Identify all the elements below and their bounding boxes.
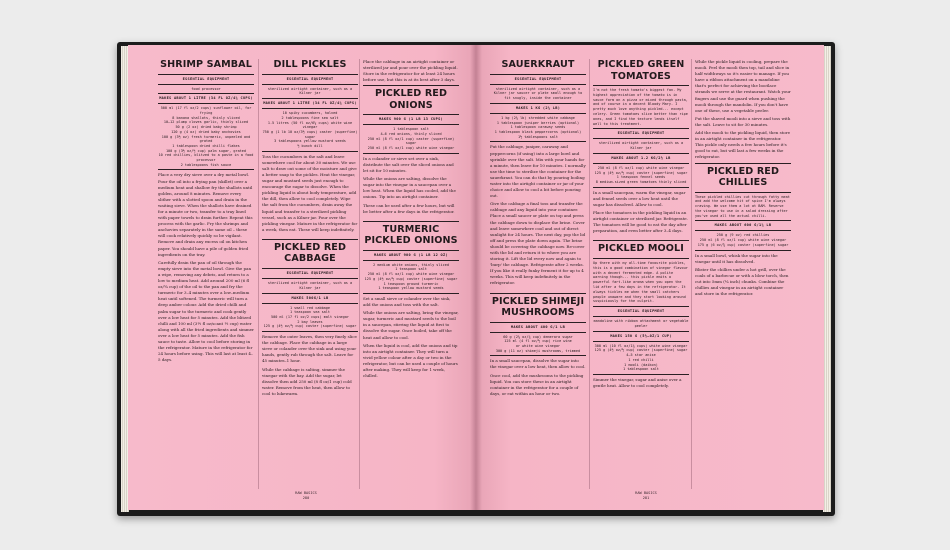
method-paragraph: Once cool, add the mushrooms to the pickling liquid. You can store these in an airtight container in the refrigerator for a couple of days, or eat within an hour or two.: [490, 372, 584, 396]
book-gutter: [470, 45, 482, 510]
method-paragraph: Put the shaved mooli into a sieve and toss with the salt. Leave to sit for 30 minutes.: [695, 115, 791, 127]
recipe-pickled-red-onions: [363, 85, 459, 214]
divider: [593, 187, 689, 188]
ingredient: 1 teaspoon ground turmeric: [383, 281, 439, 286]
method-paragraph: Set a small sieve or colander over the sink, add the onions and toss with the salt.: [363, 295, 451, 308]
recipe-intro: Up there with my all-time favourite pickles, this is a good combination of vinegar flavour with a decent fermented edge. A polite warning though... this pickle emits a powerful fart-like aroma when you open the lid after a few days in the refrigerator. It always tickles me when the small catchers people unaware and they start looking around suspiciously for the culprit.: [593, 260, 688, 304]
method-paragraph: Simmer the vinegar, sugar and anise over a gentle heat. Allow to cool completely.: [593, 376, 682, 389]
divider: [363, 85, 459, 86]
method-paragraph: Place a very dry sieve over a dry metal bowl. Pour the oil into a frying pan (skillet) over a medium heat and shallow fry the shallots until golden, around 8 minutes. Remove every slither with a slotted spoon and drain in the waiting sieve. When the shallots have drained for a minute or two, transfer to a tray lined with paper towels to drain further. Repeat this process with the garlic. Fry the shrimps and anchovies separately in the same oil – these will cook relatively quickly so be vigilant. Remove and drain any excess oil on kitchen paper. You should have a pile of golden fried ingredients on the tray.: [158, 172, 253, 257]
recipe-shrimp-sambal: [158, 59, 254, 479]
divider: [490, 322, 586, 323]
ingredient: 1.5 litres (50 fl oz/6¼ cups) white wine vinegar: [267, 120, 353, 130]
ingredient: 1 teaspoon yellow mustard seeds: [378, 286, 444, 291]
method-paragraph: In a small saucepan, dissolve the sugar into the vinegar over a low heat, then allow to cool.: [490, 358, 586, 370]
divider: [593, 374, 689, 375]
divider: [262, 98, 358, 99]
ingredient: 8 medium-sized green tomatoes thinly sliced: [595, 180, 687, 185]
yield-label: MAKES ABOUT 600 G/1¼ LB: [714, 223, 772, 228]
divider: [490, 103, 586, 104]
divider: [262, 303, 358, 304]
ingredient: ½ bunch dill: [297, 144, 323, 149]
divider: [593, 163, 689, 164]
ingredient: 500 ml (17 fl oz/2 cups) malt vinegar: [271, 314, 349, 319]
column-3: [363, 59, 459, 479]
yield-label: MAKES ABOUT 1 LITRE (34 FL OZ/4¼ CUPS): [159, 96, 253, 101]
recipe-pickled-red-cabbage: [262, 239, 358, 397]
divider: [262, 151, 358, 152]
divider: [695, 192, 791, 193]
yield-label: MAKES ABOUT 1 LITRE (34 FL OZ/4¼ CUPS): [263, 101, 357, 106]
recipe-title: PICKLED MOOLI: [598, 243, 684, 255]
ingredient: 8 banana shallots, thinly sliced: [172, 115, 240, 120]
recipe-sauerkraut: [490, 59, 586, 287]
recipe-title: PICKLED RED CABBAGE: [273, 241, 347, 265]
ingredient: 1 tablespoon dried chilli flakes: [172, 143, 240, 148]
divider: [262, 84, 358, 85]
divider: [363, 250, 459, 251]
divider: [695, 220, 791, 221]
ingredient: 2 tablespoons fine sea salt: [281, 115, 339, 120]
column-divider: [359, 59, 360, 489]
method-paragraph: Give the cabbage a final toss and transfer the cabbage and any liquid into your container. Place a small saucer or plate on top and press the cabbage down to displace the brine. Cover and leave somewhere cool and out of direct sunlight for 24 hours. The next day, pop the lid off and press the plate down again. The brine should be covering the cabbage now. Re-cover with the lid and return it to where you are storing it. Lift the lid every now and again to 'burp' the cabbage. Refrigerate after 2 weeks. If you like it really funky ferment it for up to 4 weeks. This will keep indefinitely in the refrigerator.: [490, 201, 586, 286]
recipe-pickled-red-chillies: [695, 163, 791, 298]
equipment-item: sterilized airtight container, such as a Kilner jar: [598, 141, 684, 151]
yield-label: MAKES 150 G (5½–0Z/1 CUP): [610, 333, 672, 338]
recipe-title: TURMERIC PICKLED ONIONS: [364, 223, 458, 247]
equipment-item: food processor: [191, 86, 221, 91]
divider: [363, 114, 459, 115]
equipment-item: sterilized airtight container, such as a Kilner jar: [267, 280, 353, 290]
footer-section: RAW BASICS: [295, 491, 317, 495]
ingredient: 3 tablespoons yellow mustard seeds: [274, 139, 346, 144]
footer-section: RAW BASICS: [635, 491, 657, 495]
recipe-intro: I'm not the fresh tomato's biggest fan. My highest appreciation of the tomato is in sauce form on a pizza or mixed through pasta, and of course in a decent Bloody Mary. I pretty much love anything pickled... except celery. Green tomatoes slice better than ripe ones, and I find the texture lends itself well to this treatment.: [593, 88, 688, 126]
method-paragraph: Add the mooli to the pickling liquid, then store in an airtight container in the refrigerator. This pickle only needs a few hours before it's good to eat, but will last a few weeks in the refrigerator.: [695, 130, 790, 160]
column-divider: [691, 59, 692, 489]
page-number: 280: [302, 496, 310, 500]
yield-label: MAKES 500G/1 LB: [291, 295, 329, 300]
recipe-dill-pickles: [262, 59, 358, 233]
recipe-title: PICKLED GREEN TOMATOES: [597, 59, 685, 82]
yield-label: MAKES ABOUT 1.2 KG/2½ LB: [611, 155, 671, 160]
method-paragraph: While the cabbage is salting, simmer the vinegar with the bay. Add the sugar, let dissolve then add 250 ml (8 fl oz/1 cup) cold water. Remove from the heat, then allow to cool to lukewarm.: [262, 366, 352, 396]
divider: [490, 74, 586, 75]
ingredient: 250 ml (8 fl oz/1 cup) white wine vinegar: [597, 165, 685, 170]
divider: [593, 240, 689, 241]
yield-label: MAKES ABOUT 400 G/1 LB: [510, 324, 566, 329]
divider: [363, 260, 459, 261]
equipment-item: sterilized airtight container, such as a Kilner jar saucer or plate small enough to fit snugly, inside the container: [493, 86, 583, 101]
method-paragraph: Carefully drain the pan of oil through the empty sieve into the metal bowl. Give the pan a wipe, removing any debris, and return to a low to medium heat. Add around 200 ml (6 fl oz/¾ cup) of the oil to the pan and fry the turmeric for 3–4 minutes over a low–medium heat until softened. The turmeric will turn a deep amber colour. Add the dried chilli and palm sugar to the turmeric and cook gently over a low heat for 5 minutes. Add the blitzed chilli and 100 ml (3½ fl oz/scant ½ cup) water along with all the fried ingredients and simmer over a low heat for 5 minutes. Add the fish sauce to taste. Allow to cool before storing in the refrigerator. Mature in the refrigerator for 24 hours before using. This will last at least 4–5 days.: [158, 259, 254, 363]
divider: [695, 230, 791, 231]
divider: [262, 268, 358, 269]
ingredient: 250 ml (8 fl oz/1 cup) white wine vinegar: [367, 272, 455, 277]
ingredient: 60 g (2¼ oz/¼ cup) demerara sugar: [503, 334, 573, 339]
ingredient: 250 ml (8 fl oz/1 cup) caster (superfine) sugar: [367, 136, 455, 146]
ingredient-list: [158, 106, 254, 167]
ingredient: 1 teaspoon sea salt: [289, 310, 331, 315]
ingredient: 2 tablespoons fish sauce: [180, 162, 232, 167]
column-3: [695, 59, 791, 479]
divider: [363, 293, 459, 294]
method-paragraph: While the onions are salting, dissolve the sugar into the vinegar in a saucepan over a low heat. When the liquid has cooled, add the onions. Tip into an airtight container.: [363, 176, 456, 200]
right-page: [476, 45, 824, 510]
method-paragraph: In a colander or sieve set over a sink, distribute the salt over the sliced onions and let sit for 10 minutes.: [363, 155, 454, 174]
divider: [158, 74, 254, 75]
method-paragraph: In a small saucepan, warm the vinegar, sugar and fennel seeds over a low heat until the sugar has dissolved. Allow to cool.: [593, 189, 686, 207]
method-paragraph: These can be used after a few hours, but will be better after a few days in the refrigerator.: [363, 202, 455, 214]
divider: [593, 306, 689, 307]
ingredient: 250 ml (8 fl oz/1 cup) white wine vinegar: [367, 146, 455, 151]
yield-label: MAKES ABOUT 900 G (1 LB 12 OZ): [374, 252, 448, 257]
divider: [262, 108, 358, 109]
divider: [593, 128, 689, 129]
equipment-label: ESSENTIAL EQUIPMENT: [286, 270, 334, 275]
recipe-intro: These pickled chillies cut through fatty meat and add the welcome hit of spice I'm always craving. We use them a lot at BAM. Reserve the vinegar to use in a salad dressing after you've used all the actual chilli.: [695, 194, 790, 218]
ingredient: 1 small red cabbage: [289, 305, 331, 310]
divider: [593, 153, 689, 154]
method-paragraph: Place the cabbage in an airtight container or sterilized jar and pour over the pickling liquid. Store in the refrigerator for at least 24 hours before use, but this is at its best after 3 days.: [363, 59, 458, 83]
ingredient: 120 g (4 oz) dried baby anchovies: [171, 129, 241, 134]
ingredient: 500 ml (17 fl oz/2 cups) sunflower oil, for frying: [160, 106, 252, 115]
ingredient: 750 g (1 lb 10 oz/3½ cups) caster (superfine) sugar: [262, 129, 358, 139]
ingredient: 125 g (4½ oz/½ cup) caster (superfine) sugar: [594, 170, 688, 175]
divider: [363, 153, 459, 154]
divider: [262, 74, 358, 75]
ingredient: 1½ tablespoons salt: [517, 134, 559, 139]
divider: [695, 163, 791, 164]
method-paragraph: When the liquid is cool, add the onions and tip into an airtight container. They will turn a vivid yellow colour after a day or two in the refrigerator, but can be used a couple of hours after making. They will keep for 1 week, chilled.: [363, 342, 458, 379]
divider: [158, 93, 254, 94]
divider: [490, 355, 586, 356]
column-divider: [589, 59, 590, 489]
ingredient: 250 g (9 oz) red chillies: [716, 233, 770, 238]
divider: [262, 331, 358, 332]
equipment-label: ESSENTIAL EQUIPMENT: [617, 309, 665, 314]
ingredient: 1 teaspoon fennel seeds: [616, 175, 666, 180]
ingredient: or white wine vinegar: [515, 343, 561, 348]
divider: [262, 293, 358, 294]
method-paragraph: While the onions are salting, bring the vinegar, sugar, turmeric and mustard seeds to the boil in a saucepan, stirring the liquid at first to dissolve the sugar. Once boiled, take off the heat and allow to cool.: [363, 310, 459, 340]
column-2: [593, 59, 689, 479]
ingredient: 10 spiky cucumbers, halved: [282, 111, 338, 116]
page-footer: [266, 491, 346, 501]
method-paragraph: Remove the outer leaves, then very finely slice the cabbage. Place the cabbage in a large sieve or colander over the sink and using your hands, gently rub through the salt. Leave for 45 minutes–1 hour.: [262, 334, 357, 364]
divider: [593, 331, 689, 332]
divider: [490, 141, 586, 142]
ingredient: 1 kg (2¼ lb) shredded white cabbage: [501, 115, 575, 120]
method-paragraph: While the pickle liquid is cooling, prepare the mooli. Peel the mooli then top, tail and slice in half widthways so it's easier to manage. If you have a ribbon attachment on a mandoline that's perfect for achieving the bootlace strands we serve at the restaurant. Watch your fingers and use the guard when pushing the mooli through the mandolin. If you don't have one of these, use a vegetable peeler.: [695, 59, 791, 113]
method-paragraph: In a small bowl, whisk the sugar into the vinegar until it has dissolved.: [695, 252, 778, 264]
page-number: 281: [642, 496, 650, 500]
equipment-label: ESSENTIAL EQUIPMENT: [514, 76, 562, 81]
ingredient: 4–6 red onions, thinly sliced: [380, 132, 442, 137]
recipe-pickled-green-tomatoes: [593, 59, 689, 234]
divider: [490, 84, 586, 85]
ingredient: 1 tablespoon black peppercorns (optional): [494, 130, 582, 134]
divider: [363, 221, 459, 222]
yield-label: MAKES 1 KG (2¼ LB): [515, 105, 561, 110]
recipe-title: DILL PICKLES: [273, 59, 347, 70]
divider: [593, 316, 689, 317]
recipe-pickled-mooli: [593, 240, 689, 389]
recipe-title: SAUERKRAUT: [501, 59, 575, 70]
ingredient: 1 tablespoon salt: [393, 127, 429, 132]
divider: [490, 332, 586, 333]
ingredient: 300 g (11 oz) shimeji mushrooms, trimmed: [495, 348, 581, 353]
ingredient: 125 g (4½ oz/½ cup) caster (superfine) sugar: [364, 276, 458, 281]
ingredient: 1 teaspoon salt: [395, 267, 427, 272]
ingredient: 1 mooli (daikon): [624, 362, 658, 367]
equipment-label: ESSENTIAL EQUIPMENT: [617, 131, 665, 136]
method-paragraph: Toss the cucumbers in the salt and leave somewhere cool for about 30 minutes. We use salt to draw out some of the moisture and give a better snap to the pickles. Heat the vinegar, sugar and mustard seeds just enough to encourage the sugar to dissolve. When the pickling liquid is about body temperature, add the dill, then allow to cool completely. Wipe the salt from the cucumbers, drain away the liquid and transfer to a sterilized pickling vessel, such as a Kilner jar. Pour over the pickling vinegar. Mature in the refrigerator for a week, then eat. These will keep indefinitely.: [262, 153, 358, 232]
divider: [158, 103, 254, 104]
divider: [363, 124, 459, 125]
recipe-title: PICKLED SHIMEJI MUSHROOMS: [491, 295, 585, 319]
ingredient: 2 bay leaves: [297, 319, 323, 324]
divider: [593, 258, 689, 259]
ingredient: 125 g (4½ oz/½ cup) caster (superfine) sugar: [594, 348, 688, 353]
ingredient: 175 g (6 oz/¾ cup) caster (superfine) sugar: [697, 242, 789, 247]
divider: [158, 84, 254, 85]
page-footer: [606, 491, 686, 501]
equipment-label: ESSENTIAL EQUIPMENT: [286, 76, 334, 81]
equipment-item: mandoline with ribbon attachment or vegetable peeler: [593, 319, 689, 328]
recipe-turmeric-pickled-onions: [363, 221, 459, 379]
divider: [593, 138, 689, 139]
recipe-title: PICKLED RED CHILLIES: [706, 165, 780, 188]
ingredient: 250 ml (8 fl oz/1 cup) white wine vinegar: [699, 238, 787, 243]
ingredient: 1 tablespoon salt: [623, 367, 659, 372]
method-paragraph: Put the cabbage, juniper, caraway and peppercorns (if using) into a large bowl and sprinkle over the salt. Mix with your hands for a minute, then leave for 10 minutes. I normally use the time to sterilize the container for the sauerkraut. You can do that by pouring boiling water into the airtight container or jar of your choice and allow to cool a bit before pouring out.: [490, 144, 586, 199]
ingredient: 100 g (3½ oz/½ cup) palm sugar, grated: [165, 148, 247, 153]
divider: [593, 341, 689, 342]
equipment-label: ESSENTIAL EQUIPMENT: [182, 76, 230, 81]
divider: [158, 169, 254, 170]
divider: [262, 278, 358, 279]
divider: [695, 250, 791, 251]
ingredient: 100 g (3½ oz) fresh turmeric, unpeeled and grated: [161, 134, 251, 144]
page-edges-right: [823, 46, 831, 512]
ingredient: 300 ml (10 fl oz/1¼ cups) white wine vinegar: [594, 343, 688, 348]
method-paragraph: Blister the chillies under a hot grill, over the coals of a barbecue or with a blow torch, then cut into 5mm (¼ inch) chunks. Combine the chillies and vinegar in an airtight container and store in the refrigerator.: [695, 266, 789, 297]
yield-label: MAKES 900 G (1 LB 13 CUPS): [378, 117, 444, 122]
recipe-pickled-shimeji-mushrooms: [490, 293, 586, 397]
ingredient: 1 red chilli: [628, 357, 654, 362]
divider: [593, 85, 689, 86]
column-1: [490, 59, 586, 479]
recipe-title: PICKLED RED ONIONS: [374, 88, 448, 111]
ingredient: 2 medium white onions, thinly sliced: [373, 262, 449, 267]
equipment-item: sterilized airtight container, such as a Kilner jar: [267, 86, 353, 96]
recipe-title: SHRIMP SAMBAL: [160, 59, 252, 70]
ingredient: 4–5 star anise: [626, 353, 656, 358]
ingredient: 1 tablespoon juniper berries (optional): [496, 120, 580, 125]
divider: [490, 293, 586, 294]
divider: [490, 113, 586, 114]
left-page: [128, 45, 476, 510]
ingredient: 50 g (2 oz) dried baby shrimp: [175, 125, 237, 130]
method-paragraph: Place the tomatoes in the pickling liquid in an airtight container or sterilized jar. Refrigerate. The tomatoes will be good to eat the day after preparation, and even better after 3–4 days.: [593, 210, 688, 234]
divider: [262, 239, 358, 240]
ingredient: 125 ml (4 fl oz/½ cup) rice wine: [504, 339, 572, 344]
column-2: [262, 59, 358, 479]
ingredient: 10 red chillies, blitzed to a paste in a food processor: [158, 153, 254, 163]
ingredient: 1 tablespoon caraway seeds: [510, 125, 566, 130]
column-divider: [258, 59, 259, 489]
ingredient: 10–12 plump cloves garlic, thinly sliced: [163, 120, 249, 125]
ingredient: 125 g (4½ oz/½ cup) caster (superfine) sugar: [263, 324, 357, 329]
